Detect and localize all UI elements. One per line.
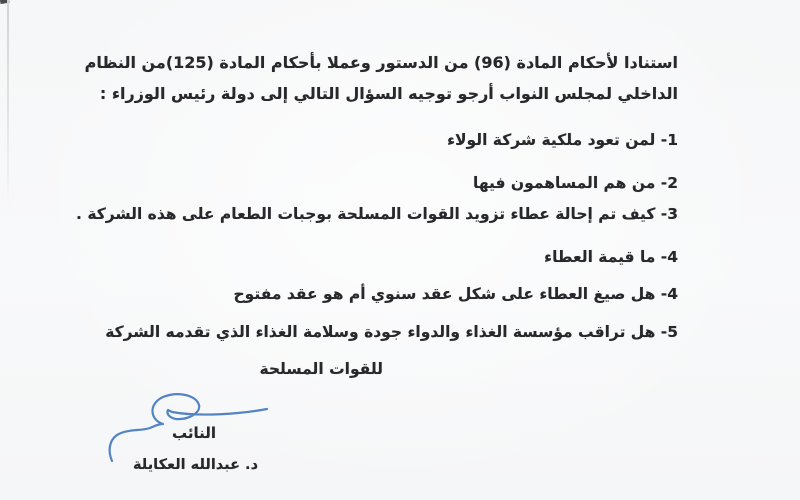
question-item-5: 5- هل تراقب مؤسسة الغذاء والدواء جودة وسلامة الغذاء الذي تقدمه الشركة (105, 323, 678, 341)
question-item-4b: 4- هل صيغ العطاء على شكل عقد سنوي أم هو عقد مفتوح (233, 285, 678, 303)
question-item-3: 3- كيف تم إحالة عطاء تزويد القوات المسلحة بوجبات الطعام على هذه الشركة . (76, 205, 678, 223)
question-item-5-continuation: للقوات المسلحة (259, 360, 383, 378)
intro-line-1: استنادا لأحكام المادة (96) من الدستور وعملا بأحكام المادة (125)من النظام (84, 53, 678, 72)
question-item-1: 1- لمن تعود ملكية شركة الولاء (447, 131, 678, 149)
scan-edge-line (7, 0, 9, 210)
intro-line-2: الداخلي لمجلس النواب أرجو توجيه السؤال التالي إلى دولة رئيس الوزراء : (99, 84, 678, 103)
signature-title: النائب (172, 424, 217, 442)
signature-name: د. عبدالله العكايلة (133, 457, 259, 473)
question-item-2: 2- من هم المساهمون فيها (473, 174, 678, 192)
question-item-4: 4- ما قيمة العطاء (544, 248, 678, 266)
